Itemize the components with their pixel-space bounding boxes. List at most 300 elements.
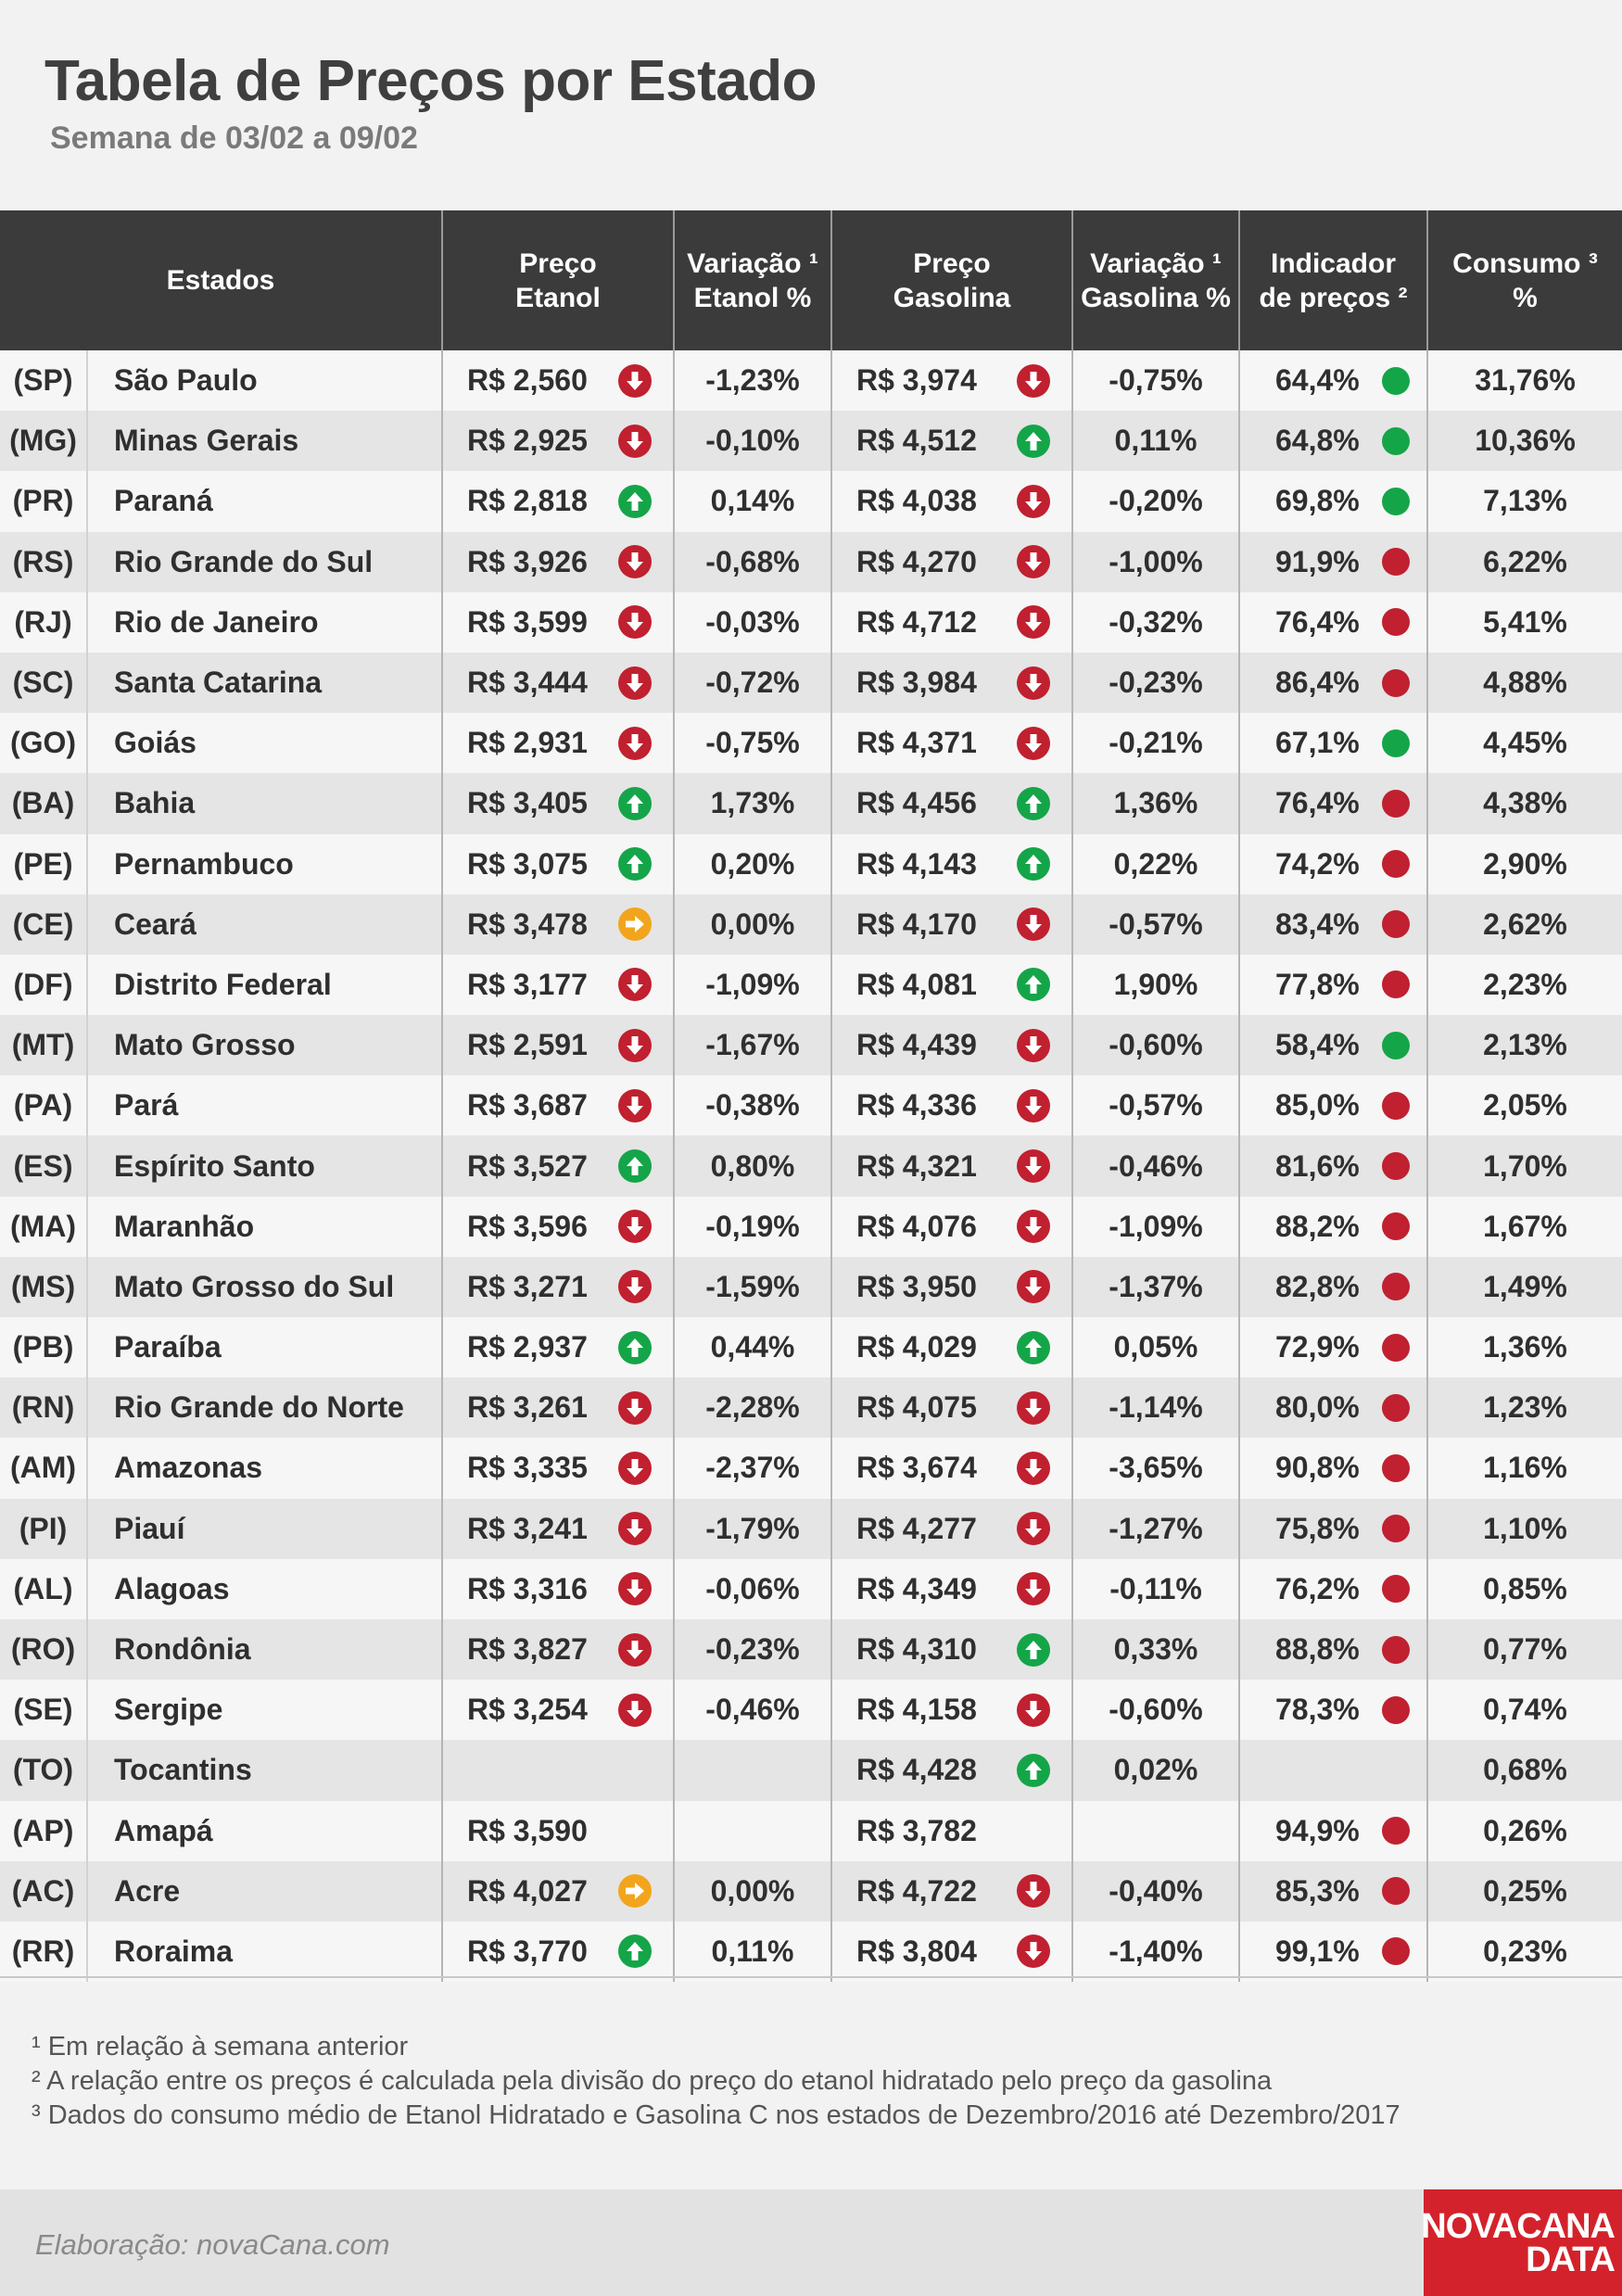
ethanol-variation: -0,46% [674,1680,831,1740]
arrow-down-circle-icon [1016,1269,1051,1304]
consumption: 4,45% [1427,713,1622,773]
price-indicator: 64,4% [1275,363,1360,398]
price-indicator-cell [1239,653,1427,713]
state-code: (RJ) [0,592,87,653]
price-indicator-cell [1239,1135,1427,1196]
state-code: (AC) [0,1861,87,1922]
gasoline-price-cell [831,1619,1072,1680]
price-indicator-cell [1239,1499,1427,1559]
ethanol-variation: -0,10% [674,411,831,471]
state-code: (TO) [0,1740,87,1800]
state-name: Acre [87,1861,442,1922]
ethanol-price: R$ 3,316 [467,1571,588,1605]
consumption: 5,41% [1427,592,1622,653]
gasoline-price: R$ 4,439 [856,1028,977,1062]
price-indicator-cell [1239,1559,1427,1619]
gasoline-price-cell [831,773,1072,833]
gasoline-price: R$ 3,984 [856,666,977,700]
consumption: 4,38% [1427,773,1622,833]
arrow-up-circle-icon [1016,967,1051,1002]
gasoline-variation: -0,11% [1072,1559,1239,1619]
footer-divider [0,1976,1622,1978]
state-code: (SE) [0,1680,87,1740]
footnote-2: ² A relação entre os preços é calculada pela divisão do preço do etanol hidratado pelo preço da gasolina [32,2066,1273,2096]
arrow-down-circle-icon [617,1571,653,1606]
consumption: 10,36% [1427,411,1622,471]
gasoline-price-cell [831,713,1072,773]
arrow-down-circle-icon [617,1028,653,1063]
page-subtitle: Semana de 03/02 a 09/02 [50,121,418,156]
price-indicator: 58,4% [1275,1028,1360,1062]
ethanol-variation: -1,79% [674,1499,831,1559]
red-status-dot-icon [1382,1696,1410,1724]
state-code: (PR) [0,471,87,531]
ethanol-variation: -2,28% [674,1377,831,1438]
gasoline-variation: -0,46% [1072,1135,1239,1196]
ethanol-variation: 0,00% [674,894,831,955]
price-indicator-cell [1239,834,1427,894]
col-header-preco-gasolina: Preço Gasolina [831,210,1072,350]
ethanol-variation: -1,09% [674,955,831,1015]
ethanol-price: R$ 3,590 [467,1813,588,1847]
ethanol-price: R$ 3,596 [467,1209,588,1243]
price-indicator: 80,0% [1275,1390,1360,1425]
gasoline-price: R$ 4,712 [856,604,977,639]
arrow-down-circle-icon [1016,604,1051,640]
table-row [0,1680,1622,1740]
arrow-down-circle-icon [1016,1934,1051,1969]
ethanol-price: R$ 2,937 [467,1330,588,1364]
arrow-down-circle-icon [1016,1571,1051,1606]
table-row [0,653,1622,713]
price-indicator: 74,2% [1275,846,1360,881]
ethanol-price-cell [442,350,674,411]
state-name: Ceará [87,894,442,955]
arrow-down-circle-icon [617,967,653,1002]
arrow-down-circle-icon [1016,726,1051,761]
gasoline-price: R$ 4,336 [856,1088,977,1123]
ethanol-price-cell [442,1075,674,1135]
gasoline-variation: -0,32% [1072,592,1239,653]
table-row [0,1861,1622,1922]
arrow-down-circle-icon [617,604,653,640]
price-indicator-cell [1239,1197,1427,1257]
footnote-3: ³ Dados do consumo médio de Etanol Hidratado e Gasolina C nos estados de Dezembro/2016 até Dezembro/2017 [32,2100,1400,2130]
table-row [0,350,1622,411]
arrow-down-circle-icon [617,1693,653,1728]
price-indicator: 90,8% [1275,1451,1360,1485]
green-status-dot-icon [1382,729,1410,757]
red-status-dot-icon [1382,790,1410,818]
arrow-down-circle-icon [617,1632,653,1668]
ethanol-price-cell [442,1922,674,1982]
ethanol-variation: 0,00% [674,1861,831,1922]
gasoline-price: R$ 4,170 [856,907,977,941]
gasoline-price: R$ 4,038 [856,484,977,518]
gasoline-price: R$ 4,270 [856,544,977,578]
consumption: 4,88% [1427,653,1622,713]
state-name: Mato Grosso do Sul [87,1257,442,1317]
ethanol-variation: 0,11% [674,1922,831,1982]
logo-line-2: DATA [1526,2239,1615,2279]
ethanol-price-cell [442,894,674,955]
novacana-data-logo [1421,2189,1622,2296]
arrow-up-circle-icon [617,1330,653,1365]
red-status-dot-icon [1382,1454,1410,1482]
ethanol-price: R$ 3,075 [467,846,588,881]
arrow-down-circle-icon [1016,1451,1051,1486]
gasoline-price: R$ 4,076 [856,1209,977,1243]
state-code: (PI) [0,1499,87,1559]
gasoline-variation: 0,33% [1072,1619,1239,1680]
price-indicator-cell [1239,1377,1427,1438]
ethanol-price: R$ 3,478 [467,907,588,941]
consumption: 2,62% [1427,894,1622,955]
ethanol-price-cell [442,1801,674,1861]
red-status-dot-icon [1382,669,1410,697]
ethanol-variation: 0,80% [674,1135,831,1196]
state-code: (AM) [0,1438,87,1498]
ethanol-variation: -0,06% [674,1559,831,1619]
state-name: Pará [87,1075,442,1135]
arrow-down-circle-icon [1016,484,1051,519]
gasoline-variation: -3,65% [1072,1438,1239,1498]
gasoline-variation: 0,22% [1072,834,1239,894]
price-indicator: 99,1% [1275,1934,1360,1968]
red-status-dot-icon [1382,1937,1410,1965]
price-indicator-cell [1239,1075,1427,1135]
state-code: (PA) [0,1075,87,1135]
ethanol-variation: -0,38% [674,1075,831,1135]
price-indicator-cell [1239,471,1427,531]
price-indicator: 76,4% [1275,604,1360,639]
col-header-estados: Estados [0,210,442,350]
consumption: 1,70% [1427,1135,1622,1196]
ethanol-price-cell [442,713,674,773]
table-row [0,894,1622,955]
col-header-variacao-gasolina: Variação ¹ Gasolina % [1072,210,1239,350]
state-code: (SP) [0,350,87,411]
gasoline-price: R$ 4,081 [856,967,977,1001]
gasoline-variation: -0,60% [1072,1680,1239,1740]
consumption: 1,23% [1427,1377,1622,1438]
gasoline-price-cell [831,1135,1072,1196]
arrow-down-circle-icon [617,1390,653,1426]
ethanol-price-cell [442,1861,674,1922]
table-row [0,1317,1622,1377]
state-code: (RN) [0,1377,87,1438]
ethanol-price-cell [442,1015,674,1075]
arrow-down-circle-icon [1016,907,1051,942]
ethanol-variation: -1,23% [674,350,831,411]
table-body [0,350,1622,1982]
state-name: Rio de Janeiro [87,592,442,653]
consumption: 1,10% [1427,1499,1622,1559]
gasoline-price: R$ 4,029 [856,1330,977,1364]
red-status-dot-icon [1382,548,1410,576]
price-indicator: 76,2% [1275,1571,1360,1605]
gasoline-price: R$ 4,158 [856,1693,977,1727]
ethanol-variation: -0,75% [674,713,831,773]
gasoline-price-cell [831,1499,1072,1559]
gasoline-price-cell [831,1317,1072,1377]
table-row [0,1075,1622,1135]
ethanol-price-cell [442,1438,674,1498]
ethanol-price: R$ 3,444 [467,666,588,700]
arrow-up-circle-icon [1016,1753,1051,1788]
page-title: Tabela de Preços por Estado [44,49,817,113]
gasoline-price: R$ 4,428 [856,1753,977,1787]
gasoline-price-cell [831,350,1072,411]
ethanol-price: R$ 3,271 [467,1269,588,1303]
table-header [0,210,1622,350]
consumption: 2,13% [1427,1015,1622,1075]
arrow-down-circle-icon [617,726,653,761]
arrow-up-circle-icon [1016,1330,1051,1365]
gasoline-price-cell [831,1680,1072,1740]
col-header-consumo: Consumo ³ % [1427,210,1622,350]
gasoline-variation: 0,05% [1072,1317,1239,1377]
ethanol-price-cell [442,1499,674,1559]
gasoline-price: R$ 4,512 [856,424,977,458]
gasoline-price: R$ 4,321 [856,1148,977,1183]
price-indicator-cell [1239,713,1427,773]
gasoline-variation: -0,21% [1072,713,1239,773]
table-row [0,1559,1622,1619]
ethanol-price: R$ 3,926 [467,544,588,578]
table-row [0,834,1622,894]
ethanol-price-cell [442,592,674,653]
state-name: Amazonas [87,1438,442,1498]
state-code: (MA) [0,1197,87,1257]
consumption: 6,22% [1427,532,1622,592]
red-status-dot-icon [1382,1152,1410,1180]
arrow-down-circle-icon [1016,1511,1051,1546]
state-code: (PE) [0,834,87,894]
gasoline-price-cell [831,1015,1072,1075]
price-indicator: 81,6% [1275,1148,1360,1183]
ethanol-price-cell [442,1680,674,1740]
table-row [0,1257,1622,1317]
gasoline-price-cell [831,411,1072,471]
arrow-down-circle-icon [617,1209,653,1244]
table-row [0,471,1622,531]
table-row [0,713,1622,773]
ethanol-price: R$ 3,527 [467,1148,588,1183]
table-row [0,1801,1622,1861]
state-name: Espírito Santo [87,1135,442,1196]
gasoline-variation: 1,90% [1072,955,1239,1015]
price-indicator: 76,4% [1275,786,1360,820]
red-status-dot-icon [1382,1212,1410,1240]
ethanol-variation: -2,37% [674,1438,831,1498]
red-status-dot-icon [1382,1636,1410,1664]
table-row [0,411,1622,471]
price-indicator: 88,2% [1275,1209,1360,1243]
logo-line-1: NOVACANA [1421,2206,1615,2246]
ethanol-variation: -0,72% [674,653,831,713]
state-name: Paraná [87,471,442,531]
state-name: Sergipe [87,1680,442,1740]
price-indicator-cell [1239,1257,1427,1317]
red-status-dot-icon [1382,1273,1410,1300]
consumption: 0,68% [1427,1740,1622,1800]
gasoline-variation: -0,57% [1072,894,1239,955]
ethanol-price-cell [442,1740,674,1800]
gasoline-variation: -0,75% [1072,350,1239,411]
ethanol-price: R$ 3,254 [467,1693,588,1727]
gasoline-price: R$ 4,371 [856,726,977,760]
state-name: Roraima [87,1922,442,1982]
arrow-up-circle-icon [1016,786,1051,821]
table-row [0,1135,1622,1196]
price-indicator-cell [1239,1740,1427,1800]
ethanol-variation: 1,73% [674,773,831,833]
table-row [0,1377,1622,1438]
arrow-up-circle-icon [617,786,653,821]
table-row [0,1197,1622,1257]
price-indicator: 86,4% [1275,666,1360,700]
ethanol-price-cell [442,1559,674,1619]
arrow-up-circle-icon [617,1148,653,1184]
red-status-dot-icon [1382,1575,1410,1603]
gasoline-price: R$ 3,804 [856,1934,977,1968]
state-name: Goiás [87,713,442,773]
state-code: (AL) [0,1559,87,1619]
price-indicator: 85,0% [1275,1088,1360,1123]
gasoline-variation: -0,60% [1072,1015,1239,1075]
gasoline-price-cell [831,834,1072,894]
gasoline-variation: 0,02% [1072,1740,1239,1800]
price-indicator-cell [1239,1861,1427,1922]
ethanol-price: R$ 3,241 [467,1511,588,1545]
arrow-down-circle-icon [1016,666,1051,701]
ethanol-variation [674,1740,831,1800]
green-status-dot-icon [1382,488,1410,515]
ethanol-price-cell [442,955,674,1015]
price-indicator-cell [1239,773,1427,833]
red-status-dot-icon [1382,1394,1410,1422]
consumption: 1,67% [1427,1197,1622,1257]
consumption: 2,90% [1427,834,1622,894]
state-name: Tocantins [87,1740,442,1800]
ethanol-price: R$ 4,027 [467,1873,588,1908]
state-name: Alagoas [87,1559,442,1619]
table-row [0,1740,1622,1800]
gasoline-price: R$ 3,782 [856,1813,977,1847]
gasoline-price-cell [831,1861,1072,1922]
gasoline-variation: -1,09% [1072,1197,1239,1257]
gasoline-variation: -0,57% [1072,1075,1239,1135]
price-indicator: 78,3% [1275,1693,1360,1727]
gasoline-variation [1072,1801,1239,1861]
consumption: 2,23% [1427,955,1622,1015]
table-row [0,592,1622,653]
gasoline-price-cell [831,1197,1072,1257]
state-code: (CE) [0,894,87,955]
ethanol-price-cell [442,411,674,471]
ethanol-variation: -1,59% [674,1257,831,1317]
consumption: 1,36% [1427,1317,1622,1377]
arrow-down-circle-icon [617,1451,653,1486]
gasoline-price: R$ 4,456 [856,786,977,820]
ethanol-variation: -0,03% [674,592,831,653]
gasoline-price-cell [831,1801,1072,1861]
gasoline-price: R$ 3,674 [856,1451,977,1485]
arrow-down-circle-icon [1016,1148,1051,1184]
gasoline-price: R$ 4,075 [856,1390,977,1425]
ethanol-price: R$ 2,818 [467,484,588,518]
gasoline-price-cell [831,1075,1072,1135]
price-indicator: 82,8% [1275,1269,1360,1303]
consumption: 2,05% [1427,1075,1622,1135]
ethanol-price: R$ 2,925 [467,424,588,458]
green-status-dot-icon [1382,367,1410,395]
price-indicator-cell [1239,894,1427,955]
consumption: 0,74% [1427,1680,1622,1740]
table-row [0,1619,1622,1680]
price-indicator: 77,8% [1275,967,1360,1001]
gasoline-price-cell [831,1438,1072,1498]
price-indicator-cell [1239,532,1427,592]
ethanol-price-cell [442,532,674,592]
gasoline-price-cell [831,1377,1072,1438]
price-indicator-cell [1239,350,1427,411]
state-name: Amapá [87,1801,442,1861]
gasoline-price: R$ 4,310 [856,1632,977,1667]
gasoline-price: R$ 3,950 [856,1269,977,1303]
consumption: 0,23% [1427,1922,1622,1982]
consumption: 31,76% [1427,350,1622,411]
consumption: 0,26% [1427,1801,1622,1861]
ethanol-price-cell [442,653,674,713]
gasoline-variation: 0,11% [1072,411,1239,471]
ethanol-variation: -0,23% [674,1619,831,1680]
arrow-down-circle-icon [617,666,653,701]
gasoline-price-cell [831,532,1072,592]
gasoline-price-cell [831,592,1072,653]
ethanol-price: R$ 2,560 [467,363,588,398]
ethanol-price: R$ 2,591 [467,1028,588,1062]
arrow-down-circle-icon [1016,363,1051,399]
red-status-dot-icon [1382,1092,1410,1120]
state-name: São Paulo [87,350,442,411]
ethanol-price-cell [442,1197,674,1257]
price-indicator-cell [1239,411,1427,471]
ethanol-variation: 0,44% [674,1317,831,1377]
arrow-down-circle-icon [617,544,653,579]
state-code: (SC) [0,653,87,713]
gasoline-price-cell [831,1922,1072,1982]
ethanol-price-cell [442,773,674,833]
col-header-variacao-etanol: Variação ¹ Etanol % [674,210,831,350]
col-header-preco-etanol: Preço Etanol [442,210,674,350]
red-status-dot-icon [1382,910,1410,938]
arrow-down-circle-icon [1016,1693,1051,1728]
arrow-up-circle-icon [617,846,653,882]
ethanol-price: R$ 3,177 [467,967,588,1001]
ethanol-price-cell [442,1135,674,1196]
consumption: 7,13% [1427,471,1622,531]
consumption: 1,16% [1427,1438,1622,1498]
price-indicator: 88,8% [1275,1632,1360,1667]
arrow-up-circle-icon [617,484,653,519]
gasoline-variation: -0,40% [1072,1861,1239,1922]
gasoline-price: R$ 4,722 [856,1873,977,1908]
state-name: Santa Catarina [87,653,442,713]
state-name: Piauí [87,1499,442,1559]
table-row [0,955,1622,1015]
